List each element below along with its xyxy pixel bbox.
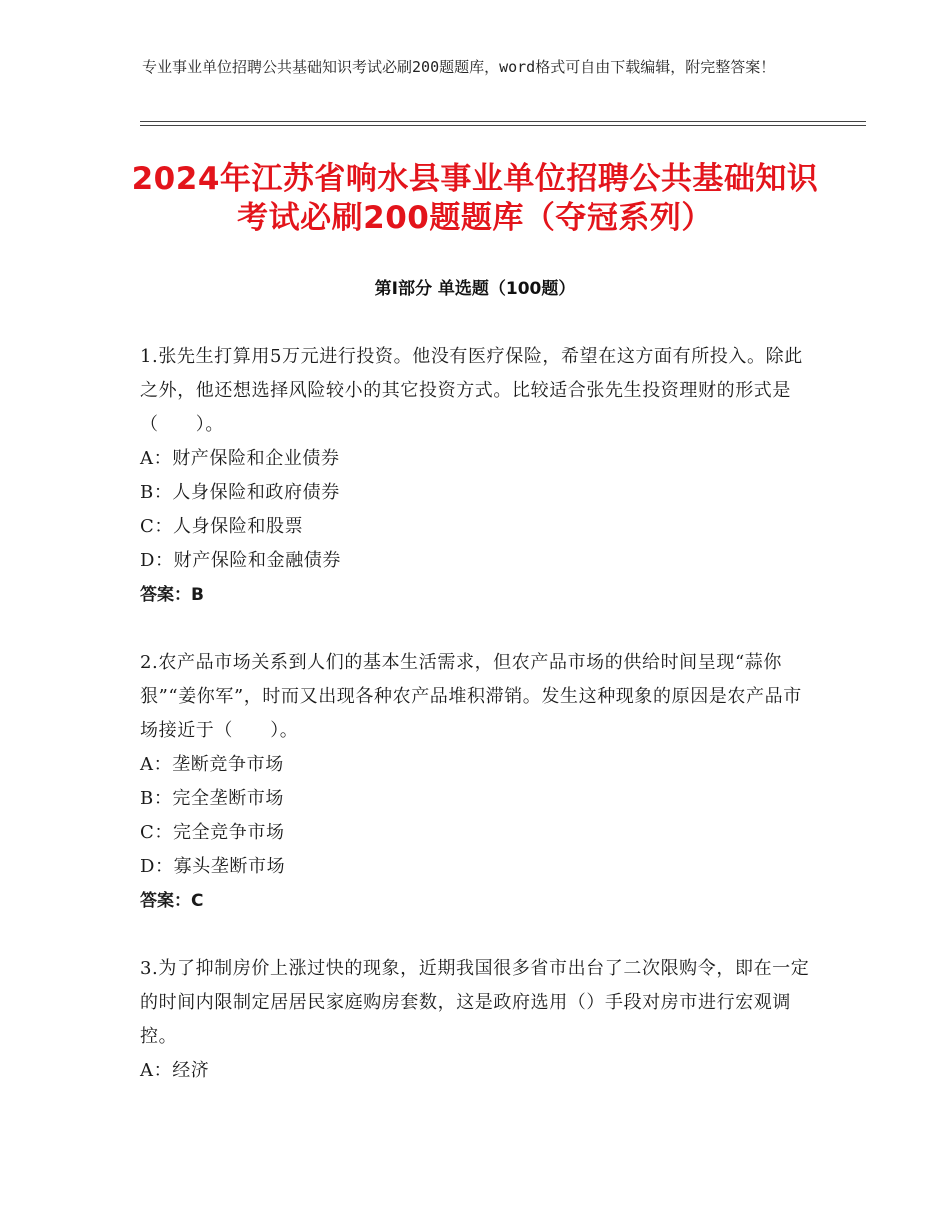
question-stem: 3.为了抑制房价上涨过快的现象，近期我国很多省市出台了二次限购令，即在一定的时间内限制定居居民家庭购房套数，这是政府选用（）手段对房市进行宏观调控。	[140, 958, 810, 1047]
header-rule-bottom	[140, 125, 866, 126]
option-a: A：经济	[140, 1060, 210, 1081]
option-a: A：财产保险和企业债券	[140, 448, 340, 469]
option-c: C：完全竞争市场	[140, 822, 285, 843]
header-note: 专业事业单位招聘公共基础知识考试必刷200题题库，word格式可自由下载编辑，附完整答案！	[142, 58, 776, 76]
document-title: 2024年江苏省响水县事业单位招聘公共基础知识考试必刷200题题库（夺冠系列）	[131, 161, 819, 236]
option-a: A：垄断竞争市场	[140, 754, 284, 775]
question-1	[140, 340, 812, 612]
option-d: D：财产保险和金融债券	[140, 550, 342, 571]
question-list	[140, 340, 812, 1122]
option-c: C：人身保险和股票	[140, 516, 304, 537]
header-rule-top	[140, 121, 866, 122]
option-d: D：寡头垄断市场	[140, 856, 286, 877]
question-stem: 1.张先生打算用5万元进行投资。他没有医疗保险，希望在这方面有所投入。除此之外，他还想选择风险较小的其它投资方式。比较适合张先生投资理财的形式是（ ）。	[140, 346, 803, 435]
answer: 答案：C	[140, 891, 204, 911]
question-2	[140, 646, 812, 918]
section-title: 第Ⅰ部分 单选题（100题）	[374, 279, 576, 299]
option-b: B：人身保险和政府债券	[140, 482, 340, 503]
question-3	[140, 952, 812, 1088]
answer: 答案：B	[140, 585, 204, 605]
option-b: B：完全垄断市场	[140, 788, 285, 809]
question-stem: 2.农产品市场关系到人们的基本生活需求，但农产品市场的供给时间呈现“蒜你狠”“姜你军”，时而又出现各种农产品堆积滞销。发生这种现象的原因是农产品市场接近于（ ）。	[140, 652, 802, 741]
